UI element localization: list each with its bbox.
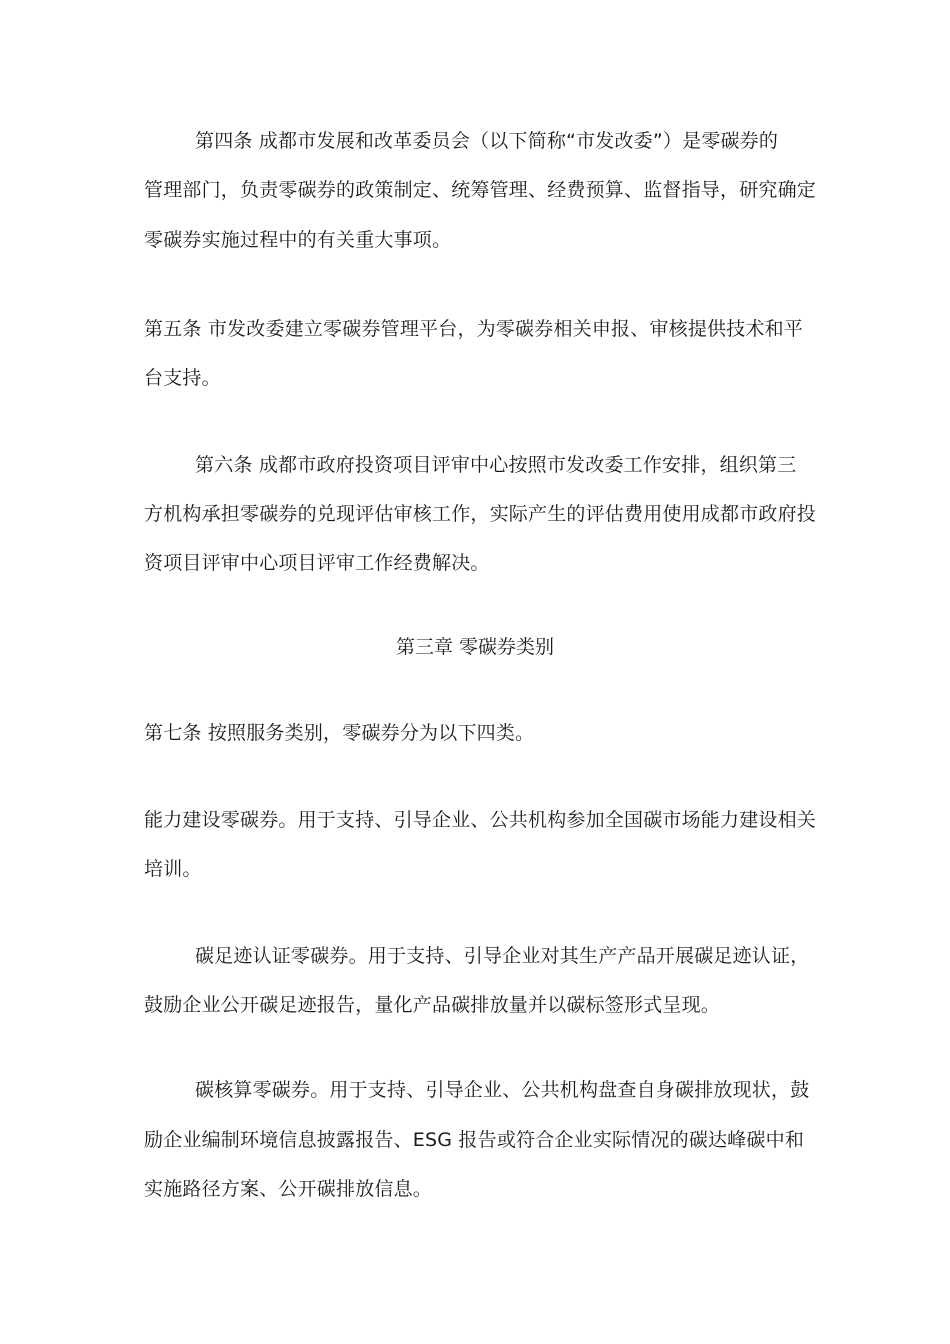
footprint-voucher-line-2: 鼓励企业公开碳足迹报告，量化产品碳排放量并以碳标签形式呈现。 xyxy=(144,994,721,1016)
article-5-line-2: 台支持。 xyxy=(144,367,221,389)
article-4-line-2: 管理部门，负责零碳券的政策制定、统筹管理、经费预算、监督指导，研究确定 xyxy=(144,179,817,201)
chapter-3-heading: 第三章 零碳券类别 xyxy=(395,636,555,658)
capacity-voucher-line-2: 培训。 xyxy=(144,858,202,880)
article-5-line-1: 第五条 市发改委建立零碳券管理平台，为零碳券相关申报、审核提供技术和平 xyxy=(144,318,804,340)
accounting-voucher-line-1: 碳核算零碳券。用于支持、引导企业、公共机构盘查自身碳排放现状，鼓 xyxy=(195,1079,810,1101)
article-7-line-1: 第七条 按照服务类别，零碳券分为以下四类。 xyxy=(144,722,535,744)
article-6-line-2: 方机构承担零碳券的兑现评估审核工作，实际产生的评估费用使用成都市政府投 xyxy=(144,503,817,525)
accounting-voucher-line-3: 实施路径方案、公开碳排放信息。 xyxy=(144,1178,433,1200)
footprint-voucher-line-1: 碳足迹认证零碳券。用于支持、引导企业对其生产产品开展碳足迹认证， xyxy=(195,945,810,967)
article-4-line-3: 零碳券实施过程中的有关重大事项。 xyxy=(144,229,452,251)
article-6-line-1: 第六条 成都市政府投资项目评审中心按照市发改委工作安排，组织第三 xyxy=(195,454,797,476)
article-4-line-1: 第四条 成都市发展和改革委员会（以下简称“市发改委”）是零碳券的 xyxy=(195,130,779,152)
article-6-line-3: 资项目评审中心项目评审工作经费解决。 xyxy=(144,552,490,574)
capacity-voucher-line-1: 能力建设零碳券。用于支持、引导企业、公共机构参加全国碳市场能力建设相关 xyxy=(144,809,817,831)
accounting-voucher-line-2: 励企业编制环境信息披露报告、ESG 报告或符合企业实际情况的碳达峰碳中和 xyxy=(144,1129,805,1151)
